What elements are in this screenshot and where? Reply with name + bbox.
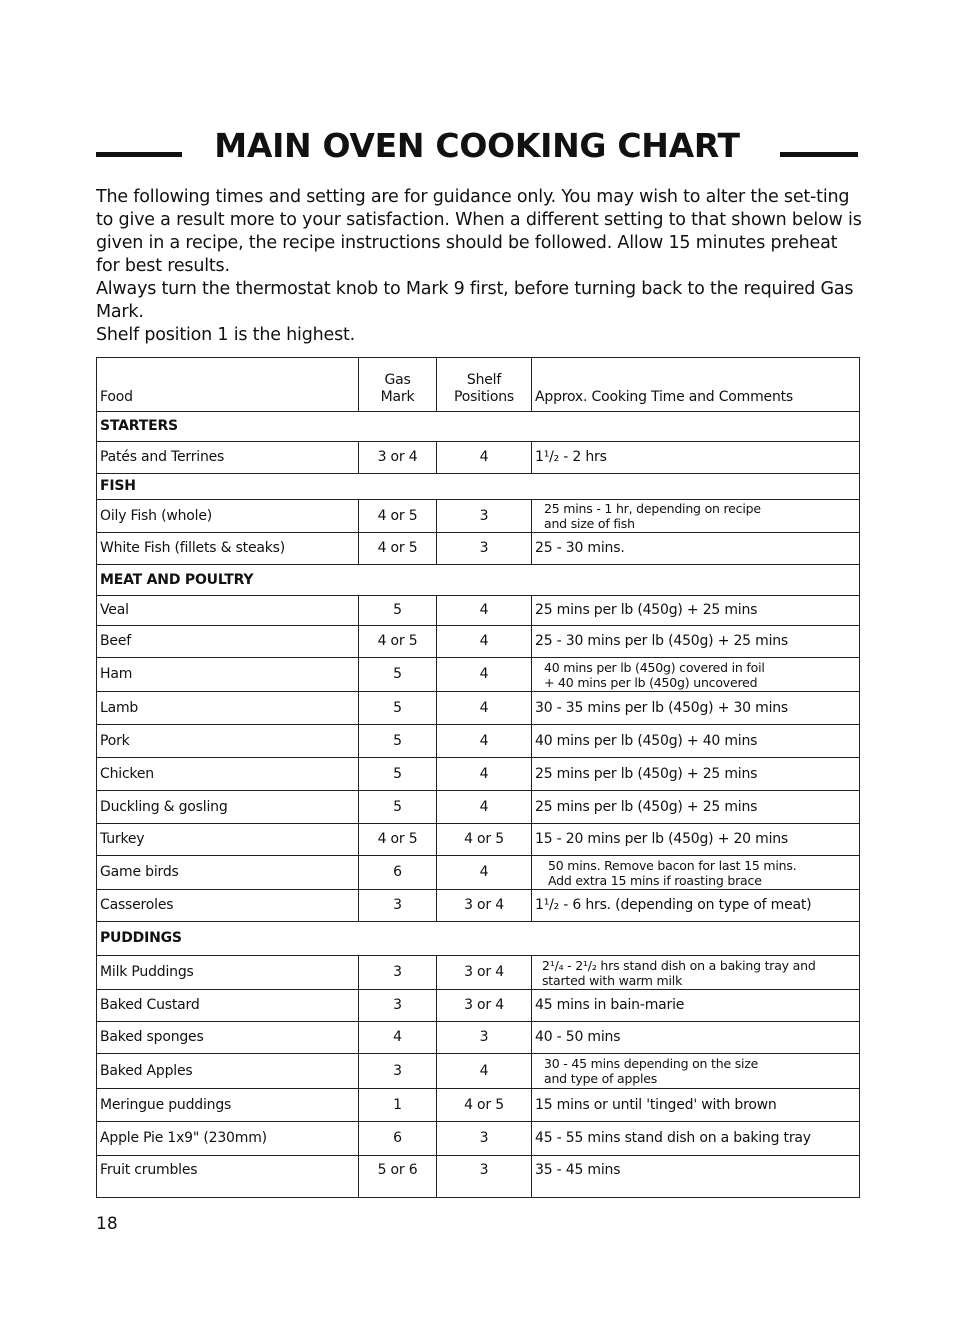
table-row [97, 1022, 860, 1054]
time-cell: 25 mins per lb (450g) + 25 mins [532, 791, 860, 824]
shelf-cell: 3 or 4 [437, 890, 532, 922]
gas-cell: 3 or 4 [359, 442, 437, 474]
time-cell: 25 - 30 mins. [532, 533, 860, 565]
table-header-row [97, 358, 860, 412]
section-row [97, 474, 860, 500]
title-block [96, 124, 858, 170]
header-gas-mark-text: Gas Mark [380, 372, 415, 405]
page-number: 18 [96, 1214, 118, 1234]
shelf-cell: 4 [437, 596, 532, 626]
shelf-cell: 3 or 4 [437, 990, 532, 1022]
table-row [97, 758, 860, 791]
gas-cell: 6 [359, 1122, 437, 1156]
shelf-cell: 3 [437, 1156, 532, 1198]
table-row [97, 500, 860, 533]
time-cell: 40 - 50 mins [532, 1022, 860, 1054]
shelf-cell: 3 [437, 500, 532, 533]
shelf-cell: 4 [437, 791, 532, 824]
section-row [97, 412, 860, 442]
table-row [97, 442, 860, 474]
shelf-cell: 4 [437, 658, 532, 692]
food-cell: Patés and Terrines [97, 442, 359, 474]
gas-cell: 6 [359, 856, 437, 890]
gas-cell: 3 [359, 990, 437, 1022]
section-starters: STARTERS [97, 412, 860, 442]
table-row [97, 890, 860, 922]
time-cell: 25 mins - 1 hr, depending on recipe and size of fish [532, 500, 860, 533]
food-cell: Baked Apples [97, 1054, 359, 1089]
header-food: Food [97, 358, 359, 412]
shelf-cell: 3 or 4 [437, 956, 532, 990]
shelf-cell: 4 or 5 [437, 1089, 532, 1122]
table-row [97, 1089, 860, 1122]
cooking-chart-table [96, 357, 860, 1198]
gas-cell: 5 [359, 692, 437, 725]
time-cell: 45 mins in bain-marie [532, 990, 860, 1022]
table-row [97, 658, 860, 692]
title-rule-right [780, 152, 858, 157]
table-row [97, 533, 860, 565]
gas-cell: 5 [359, 725, 437, 758]
food-cell: Turkey [97, 824, 359, 856]
table-row [97, 692, 860, 725]
gas-cell: 4 or 5 [359, 626, 437, 658]
time-cell: 25 mins per lb (450g) + 25 mins [532, 758, 860, 791]
table-row [97, 824, 860, 856]
section-row [97, 922, 860, 956]
shelf-cell: 4 [437, 1054, 532, 1089]
header-shelf-positions [437, 358, 532, 412]
food-cell: Oily Fish (whole) [97, 500, 359, 533]
food-cell: Milk Puddings [97, 956, 359, 990]
food-cell: Chicken [97, 758, 359, 791]
shelf-cell: 4 [437, 692, 532, 725]
shelf-cell: 4 or 5 [437, 824, 532, 856]
time-cell: 1¹/₂ - 6 hrs. (depending on type of meat) [532, 890, 860, 922]
intro-paragraph-1: The following times and setting are for guidance only. You may wish to alter the set-ting to give a result more to your satisfaction. When a different setting to that shown below is given in a recipe, the recipe instructions should be followed. Allow 15 minutes preheat for best results. [96, 187, 862, 276]
time-cell: 1¹/₂ - 2 hrs [532, 442, 860, 474]
time-cell: 40 mins per lb (450g) + 40 mins [532, 725, 860, 758]
time-cell: 15 - 20 mins per lb (450g) + 20 mins [532, 824, 860, 856]
food-cell: Baked Custard [97, 990, 359, 1022]
food-cell: Casseroles [97, 890, 359, 922]
table-row [97, 1156, 860, 1198]
time-cell: 30 - 35 mins per lb (450g) + 30 mins [532, 692, 860, 725]
time-cell: 50 mins. Remove bacon for last 15 mins. Add extra 15 mins if roasting brace [532, 856, 860, 890]
shelf-cell: 3 [437, 1022, 532, 1054]
gas-cell: 5 or 6 [359, 1156, 437, 1198]
food-cell: Lamb [97, 692, 359, 725]
food-cell: Baked sponges [97, 1022, 359, 1054]
time-cell: 25 - 30 mins per lb (450g) + 25 mins [532, 626, 860, 658]
gas-cell: 3 [359, 956, 437, 990]
gas-cell: 5 [359, 596, 437, 626]
food-cell: Apple Pie 1x9" (230mm) [97, 1122, 359, 1156]
food-cell: Fruit crumbles [97, 1156, 359, 1198]
food-cell: Beef [97, 626, 359, 658]
gas-cell: 5 [359, 658, 437, 692]
time-cell: 25 mins per lb (450g) + 25 mins [532, 596, 860, 626]
section-row [97, 565, 860, 596]
section-puddings: PUDDINGS [97, 922, 860, 956]
time-cell: 2¹/₄ - 2¹/₂ hrs stand dish on a baking tray and started with warm milk [532, 956, 860, 990]
food-cell: Veal [97, 596, 359, 626]
table-row [97, 956, 860, 990]
shelf-cell: 4 [437, 725, 532, 758]
gas-cell: 3 [359, 890, 437, 922]
table-row [97, 596, 860, 626]
gas-cell: 4 or 5 [359, 824, 437, 856]
food-cell: White Fish (fillets & steaks) [97, 533, 359, 565]
section-meat-poultry: MEAT AND POULTRY [97, 565, 860, 596]
shelf-cell: 3 [437, 1122, 532, 1156]
table-row [97, 990, 860, 1022]
intro-text [96, 186, 864, 347]
intro-paragraph-2: Always turn the thermostat knob to Mark 9 first, before turning back to the required Gas Mark. [96, 279, 854, 322]
table-row [97, 1054, 860, 1089]
table-row [97, 725, 860, 758]
shelf-cell: 4 [437, 442, 532, 474]
shelf-cell: 3 [437, 533, 532, 565]
food-cell: Game birds [97, 856, 359, 890]
shelf-cell: 4 [437, 758, 532, 791]
food-cell: Pork [97, 725, 359, 758]
shelf-cell: 4 [437, 626, 532, 658]
header-cooking-time: Approx. Cooking Time and Comments [532, 358, 860, 412]
food-cell: Ham [97, 658, 359, 692]
shelf-cell: 4 [437, 856, 532, 890]
gas-cell: 4 [359, 1022, 437, 1054]
time-cell: 35 - 45 mins [532, 1156, 860, 1198]
food-cell: Duckling & gosling [97, 791, 359, 824]
gas-cell: 4 or 5 [359, 500, 437, 533]
gas-cell: 5 [359, 758, 437, 791]
time-cell: 45 - 55 mins stand dish on a baking tray [532, 1122, 860, 1156]
time-cell: 15 mins or until 'tinged' with brown [532, 1089, 860, 1122]
table-row [97, 626, 860, 658]
gas-cell: 4 or 5 [359, 533, 437, 565]
table-row [97, 856, 860, 890]
gas-cell: 1 [359, 1089, 437, 1122]
food-cell: Meringue puddings [97, 1089, 359, 1122]
time-cell: 30 - 45 mins depending on the size and type of apples [532, 1054, 860, 1089]
section-fish: FISH [97, 474, 860, 500]
time-cell: 40 mins per lb (450g) covered in foil + 40 mins per lb (450g) uncovered [532, 658, 860, 692]
table-row [97, 1122, 860, 1156]
table-row [97, 791, 860, 824]
gas-cell: 3 [359, 1054, 437, 1089]
page-title: MAIN OVEN COOKING CHART [214, 126, 740, 165]
header-gas-mark [359, 358, 437, 412]
header-shelf-text: Shelf Positions [453, 372, 514, 405]
intro-paragraph-3: Shelf position 1 is the highest. [96, 325, 356, 345]
gas-cell: 5 [359, 791, 437, 824]
